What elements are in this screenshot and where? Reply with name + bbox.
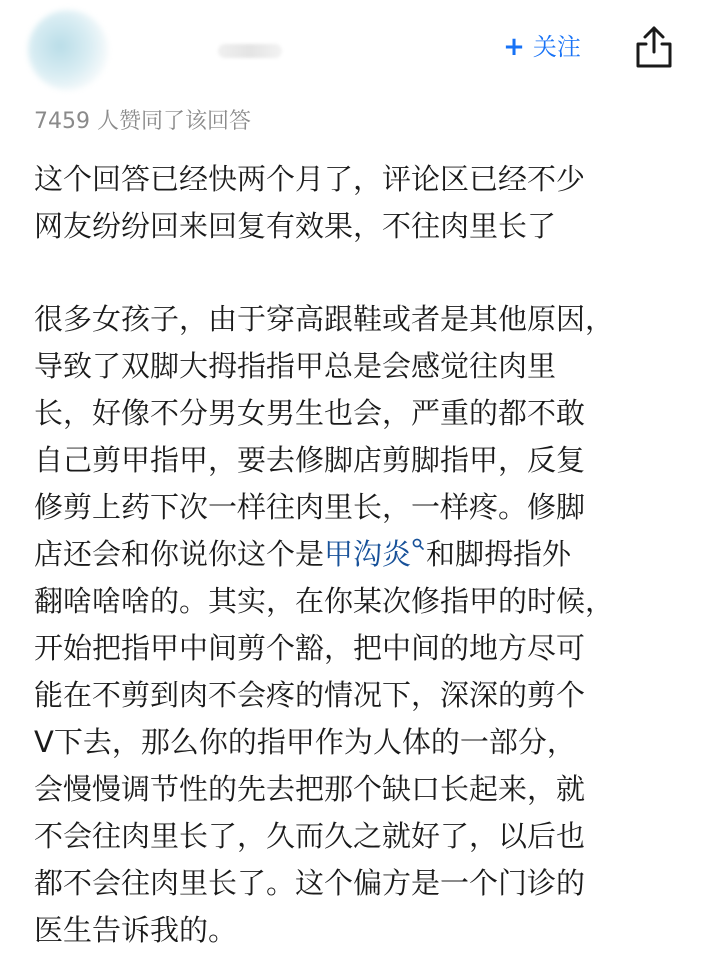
text-line: 这个回答已经快两个月了，评论区已经不少 [34, 162, 586, 196]
answer-header [0, 0, 709, 100]
author-name[interactable] [218, 44, 282, 58]
text-line: 能在不剪到肉不会疼的情况下，深深的剪个 [34, 678, 586, 712]
follow-button[interactable] [478, 22, 606, 72]
follow-label: 关注 [532, 33, 581, 61]
plus-icon: + [503, 32, 525, 62]
text-line: 医生告诉我的。 [34, 913, 238, 947]
text-line: 长，好像不分男女男生也会，严重的都不敢 [34, 396, 586, 430]
text-line: 很多女孩子，由于穿高跟鞋或者是其他原因， [34, 302, 615, 336]
text-line: 修剪上药下次一样往肉里长，一样疼。修脚 [34, 490, 586, 524]
text-line: 不会往肉里长了，久而久之就好了，以后也 [34, 819, 586, 853]
text-segment: 店还会和你说你这个是 [34, 537, 325, 571]
share-icon [632, 24, 676, 70]
text-line: 都不会往肉里长了。这个偏方是一个门诊的 [34, 866, 586, 900]
answer-paragraph-2 [34, 296, 682, 954]
text-line: 自己剪甲指甲，要去修脚店剪脚指甲，反复 [34, 443, 586, 477]
answer-paragraph-1 [34, 156, 682, 250]
text-line: 会慢慢调节性的先去把那个缺口长起来，就 [34, 772, 586, 806]
text-line: V下去，那么你的指甲作为人体的一部分， [34, 725, 576, 759]
text-line-with-link [34, 531, 682, 578]
text-segment: 和脚拇指外 [426, 537, 572, 571]
text-line: 网友纷纷回来回复有效果，不往肉里长了 [34, 209, 557, 243]
answer-content [34, 156, 682, 954]
text-line: 开始把指甲中间剪个豁，把中间的地方尽可 [34, 631, 586, 665]
text-line: 导致了双脚大拇指指甲总是会感觉往肉里 [34, 349, 557, 383]
topic-link[interactable]: 甲沟炎 [324, 537, 412, 571]
agree-count: 7459 人赞同了该回答 [34, 109, 251, 134]
search-icon[interactable] [412, 538, 424, 550]
share-button[interactable] [632, 24, 676, 70]
author-avatar[interactable] [28, 10, 108, 90]
text-line: 翻啥啥啥的。其实，在你某次修指甲的时候， [34, 584, 615, 618]
